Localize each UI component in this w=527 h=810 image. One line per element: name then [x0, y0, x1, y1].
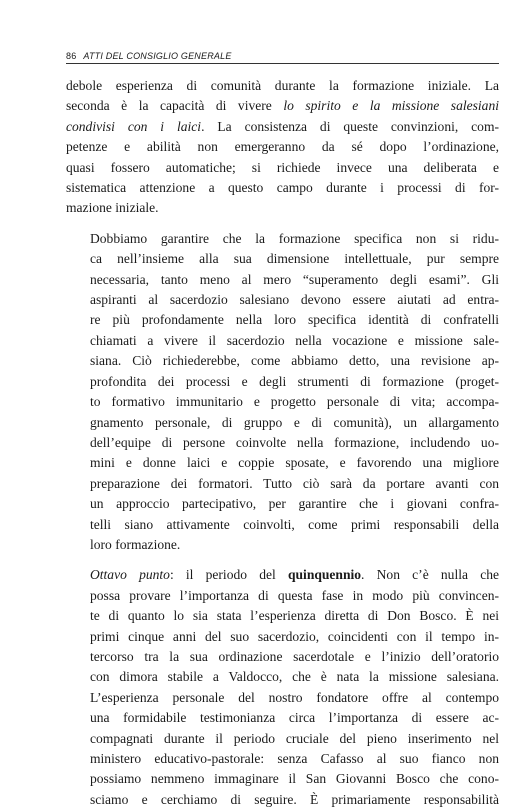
text-line: una formidabile testimonianza circa l’importanza di essere ac- — [90, 710, 499, 726]
paragraph-1 — [66, 76, 499, 219]
text-line: ca nell’insieme alla sua dimensione intellettuale, pur sempre — [90, 251, 499, 267]
header-rule — [66, 63, 499, 64]
text-span: seconda è la capacità di vivere — [66, 98, 284, 114]
text-line — [66, 117, 499, 137]
text-line: petenze e abilità non emergeranno da sé dopo l’ordinazione, — [66, 139, 499, 155]
text-line: ministero educativo-pastorale: senza Cafasso al suo fianco non — [90, 751, 499, 766]
text-line: gnamento personale, di gruppo e di comunità), un allargamento — [90, 414, 499, 430]
text-line: con dimora stabile a Valdocco, che è nata la missione salesiana. — [90, 669, 499, 685]
text-line: sistematica attenzione a questo campo durante i processi di for- — [66, 180, 499, 196]
paragraph-2 — [66, 229, 499, 556]
text-line: sciamo e cerchiamo di seguire. È primariamente responsabilità — [90, 791, 499, 807]
text-line: preparazione dei formatori. Tutto ciò sarà da portare avanti con — [90, 475, 499, 491]
text-line: quasi fossero automatiche; si richiede invece una deliberata e — [66, 159, 499, 175]
text-line: re più profondamente nella loro specifica identità di confratelli — [90, 312, 499, 328]
text-line: primi cinque anni del suo sacerdozio, coincidenti con il tempo in- — [90, 628, 499, 644]
text-span: . Non c’è nulla che — [361, 567, 499, 583]
text-span: : il periodo del — [169, 567, 288, 583]
text-line — [66, 565, 499, 585]
italic-span: Ottavo punto — [90, 567, 170, 583]
italic-span: lo spirito e la missione salesiani — [283, 98, 499, 114]
text-line: telli siano attivamente coinvolti, come primi responsabili della — [90, 516, 499, 532]
text-line: dell’equipe di persone coinvolte nella formazione, includendo uo- — [90, 434, 499, 450]
text-line: Dobbiamo garantire che la formazione specifica non si ridu- — [90, 230, 499, 246]
text-line: chiamati a vivere il sacerdozio nella vocazione e missione sale- — [90, 332, 499, 348]
text-line: L’esperienza personale del nostro fondatore offre al contempo — [90, 689, 499, 705]
text-line: mini e donne laici e coppie sposate, e favorendo una migliore — [90, 455, 499, 471]
body-text — [66, 76, 499, 810]
text-line: un approccio partecipativo, per garantire che i giovani confra- — [90, 496, 499, 512]
text-line: compagnati durante il periodo cruciale del pieno inserimento nel — [90, 730, 499, 746]
text-line — [66, 96, 499, 116]
text-line: to formativo immunitario e progetto personale di vita; accompa- — [90, 394, 499, 410]
text-line: necessaria, tanto meno al mero “superamento degli esami”. Gli — [90, 271, 499, 287]
bold-span: quinquennio — [287, 567, 362, 583]
text-line: profondita dei processi e degli strumenti di formazione (proget- — [90, 373, 499, 389]
italic-span: condivisi con i laici — [66, 118, 202, 134]
text-line: tercorso tra la sua ordinazione sacerdotale e l’inizio dell’oratorio — [90, 648, 499, 664]
text-line: aspiranti al sacerdozio salesiano devono essere aiutati ad entra- — [90, 292, 499, 308]
text-line: siana. Ciò richiederebbe, come abbiamo detto, una revisione ap- — [90, 353, 499, 369]
running-header — [66, 51, 499, 61]
text-line: debole esperienza di comunità durante la formazione iniziale. La — [66, 78, 499, 93]
page-number: 86 — [66, 51, 77, 61]
text-line: te di quanto lo sia stata l’esperienza diretta di Don Bosco. È nei — [90, 608, 499, 624]
paragraph-3 — [66, 565, 499, 810]
text-line: mazione iniziale. — [66, 200, 159, 216]
running-header-title: ATTI DEL CONSIGLIO GENERALE — [83, 51, 232, 61]
text-span: . La consistenza di queste convinzioni, com- — [201, 118, 499, 134]
text-line: possa provare l’importanza di questa fase in modo più convincen- — [90, 587, 499, 603]
text-line: possiamo nemmeno immaginare il San Giovanni Bosco che cono- — [90, 771, 499, 787]
text-line: loro formazione. — [90, 536, 181, 552]
